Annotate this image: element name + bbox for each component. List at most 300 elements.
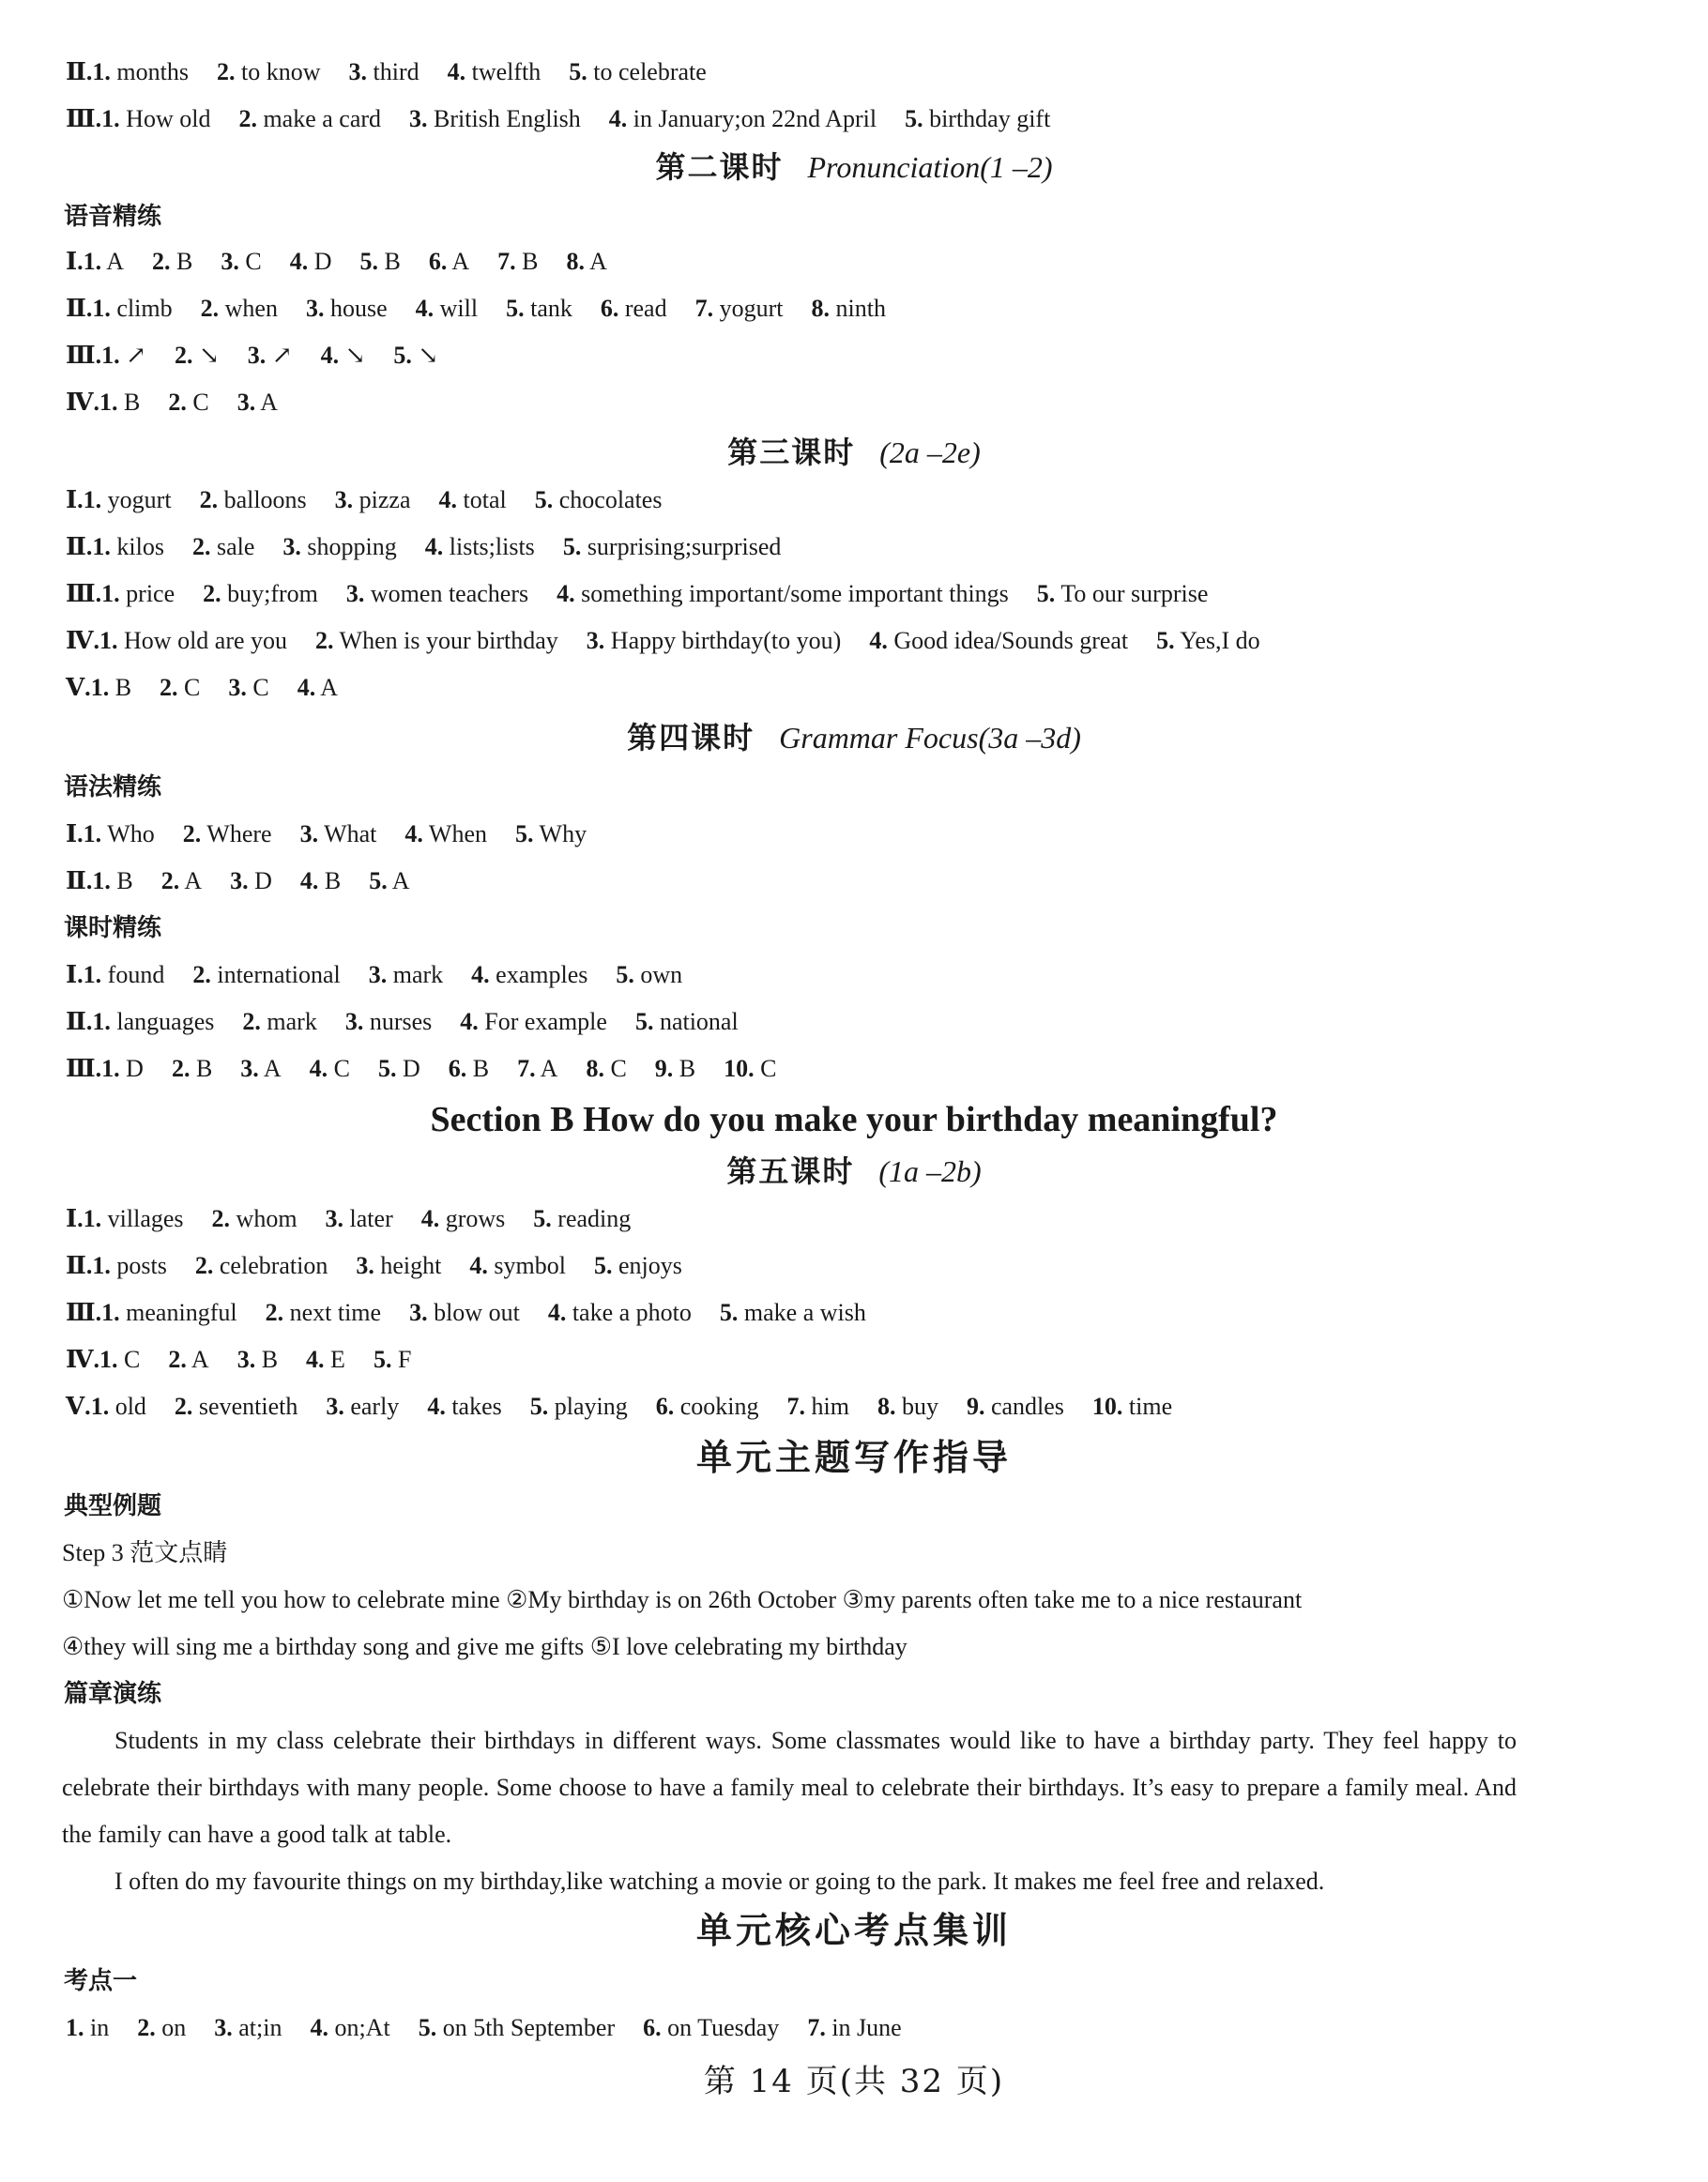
answer-text: ↗ [266, 342, 293, 369]
answer-number: 5. [905, 105, 923, 132]
answer-item [1156, 627, 1260, 654]
answer-text: cooking [674, 1393, 759, 1420]
answer-number: 4. [427, 1393, 446, 1420]
answer-text: D [308, 248, 332, 275]
answer-number: 1. [83, 820, 102, 847]
answer-text: on Tuesday [661, 2014, 780, 2041]
answer-text: A [255, 389, 279, 416]
answer-text: B [255, 1346, 279, 1373]
answer-number: 5. [506, 295, 525, 322]
answer-number: 4. [460, 1008, 479, 1035]
answer-text: reading [551, 1205, 632, 1232]
answer-number: 5. [562, 533, 582, 560]
answer-text: shopping [300, 533, 397, 560]
answer-number: 7. [786, 1393, 805, 1420]
answer-number: 2. [211, 1205, 231, 1232]
answer-text: A [585, 248, 607, 275]
answer-number: 1. [83, 486, 102, 513]
answer-number: 3. [247, 342, 267, 369]
answer-row-ii [66, 56, 1670, 88]
answer-text: A [535, 1055, 558, 1082]
answer-text: British English [427, 105, 581, 132]
lesson-2-title: 第二课时 [655, 149, 784, 185]
answer-item [101, 580, 175, 607]
answer-text: birthday gift [923, 105, 1051, 132]
answer-item [439, 486, 507, 513]
answer-text: ↘ [339, 342, 366, 369]
answer-item [237, 1346, 278, 1373]
answer-number: 3. [228, 674, 247, 701]
answer-text: C [328, 1055, 350, 1082]
answer-text: time [1122, 1393, 1173, 1420]
answer-item [99, 1346, 140, 1373]
answer-item [416, 295, 478, 322]
answer-text: celebration [213, 1252, 328, 1279]
answer-text: B [673, 1055, 696, 1082]
answer-number: 5. [593, 1252, 613, 1279]
section-label-passage-practice: 篇章演练 [64, 1680, 162, 1708]
answer-text: candles [984, 1393, 1064, 1420]
answer-number: 1. [92, 867, 111, 894]
answer-text: To our surprise [1055, 580, 1209, 607]
answer-item [427, 1393, 501, 1420]
lesson-4-grammar-row-1 [66, 818, 1670, 850]
lesson-5-row-5 [66, 1391, 1670, 1423]
answer-item [306, 295, 388, 322]
answer-text: kilos [110, 533, 164, 560]
answer-item [101, 1299, 236, 1326]
answer-number: 4. [297, 674, 316, 701]
roman-numeral: Ⅳ. [66, 389, 100, 416]
lesson-4-grammar-row-2 [66, 865, 1670, 897]
answer-item [160, 674, 200, 701]
answer-item [137, 2014, 186, 2041]
answer-text: whom [230, 1205, 297, 1232]
answer-item [421, 1205, 506, 1232]
answer-number: 10. [1091, 1393, 1123, 1420]
answer-number: 4. [420, 1205, 440, 1232]
section-label-typical-example: 典型例题 [64, 1492, 162, 1520]
answer-item [92, 533, 164, 560]
answer-number: 6. [655, 1393, 675, 1420]
answer-item [84, 961, 165, 988]
answer-number: 5. [377, 1055, 397, 1082]
lesson-3-heading [0, 432, 1708, 473]
answer-item [635, 1008, 739, 1035]
essay-paragraph-2: I often do my favourite things on my birthday,like watching a movie or going to the park. It makes me feel free and relaxed. [114, 1868, 1325, 1895]
answer-item [201, 295, 278, 322]
answer-number: 4. [438, 486, 458, 513]
answer-text: When [422, 820, 488, 847]
answer-number: 4. [471, 961, 490, 988]
answer-number: 4. [309, 1055, 328, 1082]
answer-item [569, 58, 707, 85]
answer-number: 3. [409, 1299, 428, 1326]
answer-item [99, 389, 140, 416]
lesson-3-title: 第三课时 [727, 435, 856, 470]
lesson-3-row-3 [66, 578, 1670, 610]
answer-text: When is your birthday [333, 627, 558, 654]
answer-number: 2. [242, 1008, 261, 1035]
answer-row-iii [66, 103, 1670, 135]
answer-text: posts [110, 1252, 167, 1279]
answer-number: 4. [299, 867, 319, 894]
lesson-4-practice-row-1 [66, 959, 1670, 991]
answer-number: 1. [83, 961, 102, 988]
answer-text: C [603, 1055, 627, 1082]
answer-item [530, 1393, 628, 1420]
answer-text: D [396, 1055, 420, 1082]
answer-number: 5. [373, 1346, 392, 1373]
answer-text: will [434, 295, 479, 322]
answer-item [237, 389, 278, 416]
answer-item [409, 105, 581, 132]
answer-item [217, 58, 321, 85]
answer-number: 1. [101, 105, 120, 132]
answer-text: B [515, 248, 539, 275]
answer-number: 2. [171, 1055, 191, 1082]
step-3-label: Step 3 范文点睛 [62, 1539, 228, 1566]
answer-text: house [324, 295, 388, 322]
answer-item [905, 105, 1050, 132]
answer-number: 4. [415, 295, 435, 322]
answer-text: yogurt [101, 486, 172, 513]
answer-text: meaningful [119, 1299, 237, 1326]
answer-number: 2. [137, 2014, 156, 2041]
answer-text: A [387, 867, 410, 894]
answer-item [248, 342, 293, 369]
answer-number: 2. [200, 295, 220, 322]
roman-numeral: Ⅰ. [66, 486, 84, 513]
answer-item [548, 1299, 692, 1326]
answer-item [877, 1393, 938, 1420]
answer-number: 3. [409, 105, 428, 132]
lesson-4-title: 第四课时 [627, 720, 755, 755]
answer-text: price [119, 580, 175, 607]
answer-item [656, 1393, 759, 1420]
roman-numeral: Ⅲ. [66, 1055, 102, 1082]
answer-number: 3. [356, 1252, 374, 1279]
answer-item [594, 1252, 682, 1279]
answer-number: 3. [334, 486, 354, 513]
answer-number: 5. [616, 961, 634, 988]
answer-number: 7. [517, 1055, 536, 1082]
answer-number: 2. [174, 342, 193, 369]
answer-text: enjoys [612, 1252, 682, 1279]
answer-item [161, 867, 202, 894]
answer-text: ↘ [411, 342, 439, 369]
answer-item [356, 1252, 441, 1279]
answer-item [300, 867, 341, 894]
answer-number: 6. [428, 248, 448, 275]
answer-text: symbol [487, 1252, 566, 1279]
answer-item [99, 627, 287, 654]
roman-numeral: Ⅱ. [66, 1252, 93, 1279]
answer-item [326, 1393, 399, 1420]
lesson-5-row-3 [66, 1297, 1670, 1329]
answer-item [345, 1008, 432, 1035]
answer-number: 1. [83, 1205, 102, 1232]
page-number-text: 第 14 页(共 32 页) [703, 2063, 1005, 2100]
answer-number: 2. [265, 1299, 284, 1326]
answer-item [212, 1205, 297, 1232]
answer-item [655, 1055, 695, 1082]
answer-text: on 5th September [436, 2014, 616, 2041]
answer-number: 1. [101, 1055, 120, 1082]
answer-item [221, 248, 261, 275]
answer-item [203, 580, 318, 607]
answer-item [359, 248, 400, 275]
answer-number: 1. [90, 674, 110, 701]
answer-text: make a card [256, 105, 382, 132]
answer-number: 3. [305, 295, 325, 322]
roman-numeral: Ⅱ. [66, 533, 93, 560]
answer-number: 1. [101, 580, 120, 607]
roman-numeral: Ⅱ. [66, 867, 93, 894]
answer-item [695, 295, 784, 322]
roman-numeral: Ⅰ. [66, 961, 84, 988]
lesson-5-row-1 [66, 1203, 1670, 1235]
answer-number: 3. [236, 1346, 256, 1373]
answer-number: 6. [600, 295, 619, 322]
answer-text: mark [260, 1008, 317, 1035]
answer-text: B [377, 248, 401, 275]
lesson-2-heading [0, 146, 1708, 188]
answer-item [812, 295, 886, 322]
answer-item [471, 961, 587, 988]
answer-text: later [343, 1205, 393, 1232]
answer-number: 1. [101, 1299, 120, 1326]
answer-number: 5. [533, 1205, 552, 1232]
answer-text: languages [110, 1008, 215, 1035]
answer-item [807, 2014, 901, 2041]
answer-text: chocolates [553, 486, 663, 513]
answer-text: B [318, 867, 342, 894]
answer-text: B [109, 674, 132, 701]
answer-item [101, 105, 210, 132]
section-b-title: Section B How do you make your birthday meaningful? [430, 1100, 1278, 1139]
answer-item [168, 389, 208, 416]
answer-number: 2. [217, 58, 236, 85]
answer-number: 2. [203, 580, 221, 607]
answer-text: mark [387, 961, 444, 988]
answer-text: seventieth [192, 1393, 298, 1420]
answer-number: 2. [160, 867, 180, 894]
answer-number: 2. [192, 533, 211, 560]
answer-item [460, 1008, 607, 1035]
answer-text: buy;from [221, 580, 318, 607]
answer-item [91, 674, 131, 701]
answer-number: 2. [194, 1252, 214, 1279]
answer-item [310, 2014, 389, 2041]
answer-number: 7. [497, 248, 516, 275]
answer-text: in January;on 22nd April [627, 105, 877, 132]
answer-number: 3. [348, 58, 367, 85]
answer-number: 2. [315, 627, 334, 654]
answer-item [230, 867, 272, 894]
answer-item [374, 1346, 411, 1373]
answer-text: D [248, 867, 272, 894]
answer-item [393, 342, 438, 369]
answer-item [369, 961, 443, 988]
answer-text: national [653, 1008, 739, 1035]
answer-number: 3. [230, 867, 249, 894]
lesson-4-practice-row-3 [66, 1053, 1670, 1085]
answer-text: C [177, 674, 201, 701]
lesson-2-row-2 [66, 293, 1670, 325]
page-number [0, 2061, 1708, 2103]
lesson-3-subtitle: (2a –2e) [879, 435, 981, 469]
answer-item [242, 1008, 316, 1035]
answer-number: 7. [694, 295, 714, 322]
answer-item [449, 1055, 489, 1082]
answer-number: 4. [320, 342, 340, 369]
answer-number: 3. [236, 389, 256, 416]
answer-number: 1. [99, 389, 118, 416]
answer-text: C [246, 674, 269, 701]
answer-item [616, 961, 682, 988]
answer-text: in [84, 2014, 110, 2041]
answer-text: total [457, 486, 507, 513]
answer-number: 1. [66, 2014, 84, 2041]
answer-number: 4. [608, 105, 628, 132]
answer-number: 4. [404, 820, 423, 847]
answer-item [349, 58, 419, 85]
answer-number: 2. [174, 1393, 193, 1420]
answer-text: B [110, 867, 133, 894]
answer-text: height [374, 1252, 442, 1279]
answer-item [563, 533, 782, 560]
answer-number: 3. [586, 627, 605, 654]
answer-item [195, 1252, 328, 1279]
answer-text: twelfth [465, 58, 541, 85]
answer-number: 2. [168, 389, 187, 416]
answer-item [84, 820, 155, 847]
answer-item [92, 1008, 214, 1035]
answer-text: A [258, 1055, 282, 1082]
answer-number: 2. [199, 486, 219, 513]
answer-number: 5. [634, 1008, 654, 1035]
answer-item [152, 248, 192, 275]
answer-item [369, 867, 409, 894]
answer-text: A [179, 867, 203, 894]
lesson-5-row-2 [66, 1250, 1670, 1282]
answer-text: D [119, 1055, 144, 1082]
answer-number: 4. [469, 1252, 488, 1279]
roman-numeral: Ⅴ. [66, 674, 91, 701]
sample-sentences-1: ①Now let me tell you how to celebrate mine ②My birthday is on 26th October ③my parents often take me to a nice restaurant [62, 1586, 1303, 1613]
answer-text: Happy birthday(to you) [604, 627, 842, 654]
answer-text: read [618, 295, 667, 322]
answer-number: 1. [101, 342, 120, 369]
section-label-pronunciation: 语音精练 [64, 203, 162, 231]
answer-text: ↗ [119, 342, 146, 369]
answer-item [643, 2014, 779, 2041]
answer-number: 8. [877, 1393, 896, 1420]
answer-text: grows [439, 1205, 506, 1232]
answer-item [335, 486, 411, 513]
answer-text: international [210, 961, 341, 988]
answer-number: 10. [724, 1055, 755, 1082]
lesson-5-row-4 [66, 1344, 1670, 1376]
answer-item [567, 248, 607, 275]
answer-number: 3. [368, 961, 388, 988]
answer-text: him [805, 1393, 849, 1420]
answer-number: 4. [557, 580, 575, 607]
answer-text: early [343, 1393, 400, 1420]
answer-item [429, 248, 469, 275]
answer-item [315, 627, 558, 654]
answer-item [404, 820, 487, 847]
answer-number: 9. [966, 1393, 985, 1420]
answer-number: 5. [418, 2014, 437, 2041]
answer-text: How old [119, 105, 211, 132]
answer-text: months [110, 58, 189, 85]
answer-item [425, 533, 535, 560]
lesson-4-subtitle: Grammar Focus(3a –3d) [779, 721, 1081, 755]
writing-guide-title: 单元主题写作指导 [695, 1437, 1012, 1478]
answer-text: old [109, 1393, 146, 1420]
answer-item [238, 105, 381, 132]
answer-item [175, 342, 220, 369]
answer-item [409, 1299, 520, 1326]
answer-number: 5. [515, 820, 534, 847]
answer-item [168, 1346, 208, 1373]
essay-paragraph-1: Students in my class celebrate their birthdays in different ways. Some classmates would like to have a birthday party. They feel happy to celebrate their birthdays with many people. Some choose to have a family meal to celebrate their birthdays. It’s easy to prepare a family meal. And the family can have a good talk at table. [62, 1727, 1517, 1848]
answer-text: make a wish [738, 1299, 866, 1326]
answer-text: in June [825, 2014, 902, 2041]
answer-number: 4. [447, 58, 466, 85]
answer-text: something important/some important things [574, 580, 1009, 607]
lesson-2-subtitle: Pronunciation(1 –2) [807, 150, 1053, 184]
answer-number: 2. [182, 820, 202, 847]
lesson-2-row-3 [66, 340, 1670, 372]
answer-item [84, 1205, 184, 1232]
answer-text: sale [210, 533, 255, 560]
answer-item [515, 820, 587, 847]
answer-number: 1. [92, 58, 111, 85]
answer-number: 1. [99, 627, 118, 654]
answer-text: B [117, 389, 141, 416]
answer-text: at;in [232, 2014, 282, 2041]
answer-item [306, 1346, 345, 1373]
answer-text: B [170, 248, 193, 275]
answer-number: 4. [310, 2014, 328, 2041]
roman-numeral: Ⅳ. [66, 1346, 100, 1373]
lesson-5-heading [0, 1151, 1708, 1192]
answer-item [101, 1055, 144, 1082]
answer-text: Yes,I do [1174, 627, 1260, 654]
answer-item [533, 1205, 631, 1232]
answer-text: Who [101, 820, 155, 847]
answer-item [326, 1205, 393, 1232]
answer-number: 3. [325, 1205, 344, 1232]
answer-item [869, 627, 1128, 654]
answer-number: 2. [238, 105, 257, 132]
answer-number: 5. [569, 58, 587, 85]
answer-item [66, 2014, 109, 2041]
answer-number: 3. [344, 1008, 364, 1035]
lesson-4-practice-row-2 [66, 1006, 1670, 1038]
answer-item [297, 674, 338, 701]
answer-item [92, 58, 189, 85]
answer-text: ninth [830, 295, 886, 322]
answer-number: 9. [654, 1055, 674, 1082]
roman-numeral: Ⅰ. [66, 248, 84, 275]
lesson-2-row-4 [66, 387, 1670, 419]
answer-text: yogurt [713, 295, 784, 322]
answer-text: playing [548, 1393, 628, 1420]
